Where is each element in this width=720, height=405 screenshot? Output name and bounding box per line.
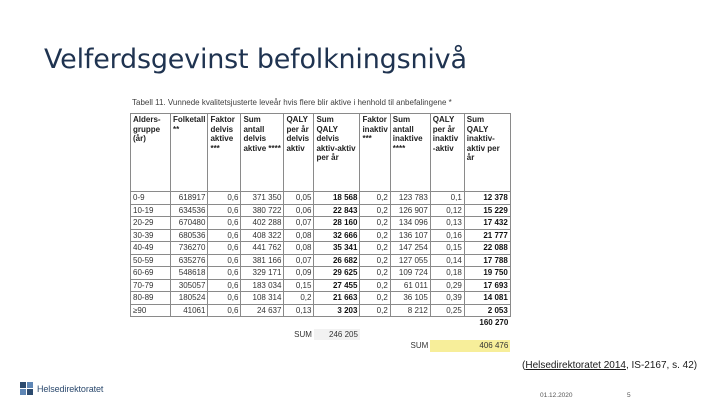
header-cell: Faktor inaktiv ***: [360, 114, 390, 192]
table-cell: 14 081: [464, 292, 510, 305]
table-cell: 0,2: [360, 229, 390, 242]
table-cell: 147 254: [390, 242, 430, 255]
table-row: [131, 292, 511, 305]
table-cell: 0,2: [360, 192, 390, 205]
table-cell: 22 088: [464, 242, 510, 255]
table-cell: 15 229: [464, 204, 510, 217]
table-cell: 0,2: [360, 204, 390, 217]
table-cell: 29 625: [314, 267, 360, 280]
header-cell: Sum antall delvis aktive ****: [241, 114, 284, 192]
table-cell: 0,13: [284, 304, 314, 317]
table-cell: 127 055: [390, 254, 430, 267]
table-cell: 670480: [171, 217, 208, 230]
age-group-cell: 40-49: [131, 242, 171, 255]
table-row: [131, 204, 511, 217]
table-image: [128, 96, 520, 378]
header-cell: Alders-gruppe (år): [131, 114, 171, 192]
table-cell: 0,13: [430, 217, 464, 230]
header-cell: QALY per år inaktiv -aktiv: [430, 114, 464, 192]
table-cell: 61 011: [390, 279, 430, 292]
table-row: [131, 304, 511, 317]
table-cell: 0,6: [208, 242, 241, 255]
table-body: [131, 192, 511, 317]
table-cell: 183 034: [241, 279, 284, 292]
table-cell: 0,2: [360, 242, 390, 255]
table-cell: 0,12: [430, 204, 464, 217]
table-cell: 0,18: [430, 267, 464, 280]
table-cell: 32 666: [314, 229, 360, 242]
age-group-cell: 20-29: [131, 217, 171, 230]
table-cell: 21 777: [464, 229, 510, 242]
header-cell: Faktor delvis aktive ***: [208, 114, 241, 192]
table-cell: 17 693: [464, 279, 510, 292]
table-caption: Tabell 11. Vunnede kvalitetsjusterte leveår hvis flere blir aktive i henhold til anbefalingene *: [132, 98, 452, 107]
table-cell: 680536: [171, 229, 208, 242]
citation-open: (: [522, 360, 526, 371]
table-cell: 0,1: [430, 192, 464, 205]
table-cell: 0,2: [360, 292, 390, 305]
age-group-cell: 30-39: [131, 229, 171, 242]
table-cell: 0,6: [208, 267, 241, 280]
table-cell: 0,15: [284, 279, 314, 292]
table-cell: 305057: [171, 279, 208, 292]
table-cell: 0,06: [284, 204, 314, 217]
table-cell: 0,6: [208, 217, 241, 230]
table-cell: 0,29: [430, 279, 464, 292]
table-cell: 17 788: [464, 254, 510, 267]
table-cell: 180524: [171, 292, 208, 305]
sum2-row: [131, 340, 511, 352]
table-cell: 0,25: [430, 304, 464, 317]
header-cell: Sum antall inaktive ****: [390, 114, 430, 192]
header-row: [131, 114, 511, 192]
table-row: [131, 254, 511, 267]
table-row: [131, 217, 511, 230]
header-cell: Sum QALY inaktiv-aktiv per år: [464, 114, 510, 192]
table-cell: 24 637: [241, 304, 284, 317]
table-cell: 123 783: [390, 192, 430, 205]
header-cell: Sum QALY delvis aktiv-aktiv per år: [314, 114, 360, 192]
table-cell: 0,6: [208, 292, 241, 305]
table-cell: 408 322: [241, 229, 284, 242]
table-row: [131, 267, 511, 280]
table-cell: 17 432: [464, 217, 510, 230]
table-cell: 18 568: [314, 192, 360, 205]
table-cell: 0,07: [284, 254, 314, 267]
age-group-cell: 0-9: [131, 192, 171, 205]
table-cell: 36 105: [390, 292, 430, 305]
table-cell: 0,2: [360, 217, 390, 230]
table-cell: 3 203: [314, 304, 360, 317]
table-cell: 618917: [171, 192, 208, 205]
table-cell: 0,15: [430, 242, 464, 255]
table-cell: 0,08: [284, 242, 314, 255]
table-cell: 0,6: [208, 304, 241, 317]
table-cell: 0,2: [360, 304, 390, 317]
table-cell: 134 096: [390, 217, 430, 230]
sum-label: SUM: [294, 329, 312, 339]
table-cell: 371 350: [241, 192, 284, 205]
age-group-cell: 60-69: [131, 267, 171, 280]
table-cell: 329 171: [241, 267, 284, 280]
table-cell: 109 724: [390, 267, 430, 280]
table-cell: 26 682: [314, 254, 360, 267]
table-cell: 28 160: [314, 217, 360, 230]
age-group-cell: ≥90: [131, 304, 171, 317]
citation: [522, 360, 697, 371]
table-cell: 0,14: [430, 254, 464, 267]
table-cell: 0,09: [284, 267, 314, 280]
table-cell: 0,6: [208, 229, 241, 242]
table-cell: 27 455: [314, 279, 360, 292]
table-cell: 0,08: [284, 229, 314, 242]
table-cell: 126 907: [390, 204, 430, 217]
logo-text: Helsedirektoratet: [37, 383, 104, 394]
table-cell: 381 166: [241, 254, 284, 267]
table-cell: 21 663: [314, 292, 360, 305]
qaly-table: [130, 113, 511, 352]
slide-title: Velferdsgevinst befolkningsnivå: [44, 44, 467, 75]
helsedirektoratet-logo: [20, 382, 103, 395]
table-cell: 22 843: [314, 204, 360, 217]
header-cell: QALY per år delvis aktiv: [284, 114, 314, 192]
footer-date: 01.12.2020: [540, 392, 573, 399]
table-cell: 380 722: [241, 204, 284, 217]
table-cell: 12 378: [464, 192, 510, 205]
table-cell: 634536: [171, 204, 208, 217]
sum-row: [131, 329, 511, 341]
table-cell: 0,6: [208, 192, 241, 205]
table-cell: 441 762: [241, 242, 284, 255]
table-cell: 0,6: [208, 254, 241, 267]
table-cell: 0,2: [360, 254, 390, 267]
page-number: 5: [627, 392, 631, 399]
header-cell: Folketall **: [171, 114, 208, 192]
age-group-cell: 80-89: [131, 292, 171, 305]
table-cell: 0,16: [430, 229, 464, 242]
sum2-label: SUM: [410, 341, 429, 351]
table-cell: 635276: [171, 254, 208, 267]
table-row: [131, 279, 511, 292]
table-cell: 0,2: [284, 292, 314, 305]
table-cell: 0,07: [284, 217, 314, 230]
sum2-value: 406 476: [430, 340, 510, 352]
table-cell: 0,6: [208, 279, 241, 292]
table-cell: 0,2: [360, 267, 390, 280]
table-cell: 41061: [171, 304, 208, 317]
table-cell: 19 750: [464, 267, 510, 280]
table-cell: 736270: [171, 242, 208, 255]
table-cell: 136 107: [390, 229, 430, 242]
table-cell: 0,2: [360, 279, 390, 292]
table-cell: 8 212: [390, 304, 430, 317]
table-row: [131, 242, 511, 255]
sum-value: 246 205: [314, 329, 360, 341]
logo-mark-icon: [20, 382, 34, 395]
table-cell: 108 314: [241, 292, 284, 305]
table-cell: 0,05: [284, 192, 314, 205]
table-row: [131, 229, 511, 242]
table-cell: 0,39: [430, 292, 464, 305]
table-cell: 402 288: [241, 217, 284, 230]
table-cell: 2 053: [464, 304, 510, 317]
table-row: [131, 192, 511, 205]
right-total-row: [131, 317, 511, 329]
citation-rest: , IS-2167, s. 42): [625, 360, 698, 371]
age-group-cell: 50-59: [131, 254, 171, 267]
table-cell: 35 341: [314, 242, 360, 255]
table-cell: 0,6: [208, 204, 241, 217]
table-cell: 548618: [171, 267, 208, 280]
age-group-cell: 10-19: [131, 204, 171, 217]
citation-link[interactable]: Helsedirektoratet 2014: [525, 360, 626, 371]
right-total-value: 160 270: [479, 318, 509, 328]
age-group-cell: 70-79: [131, 279, 171, 292]
